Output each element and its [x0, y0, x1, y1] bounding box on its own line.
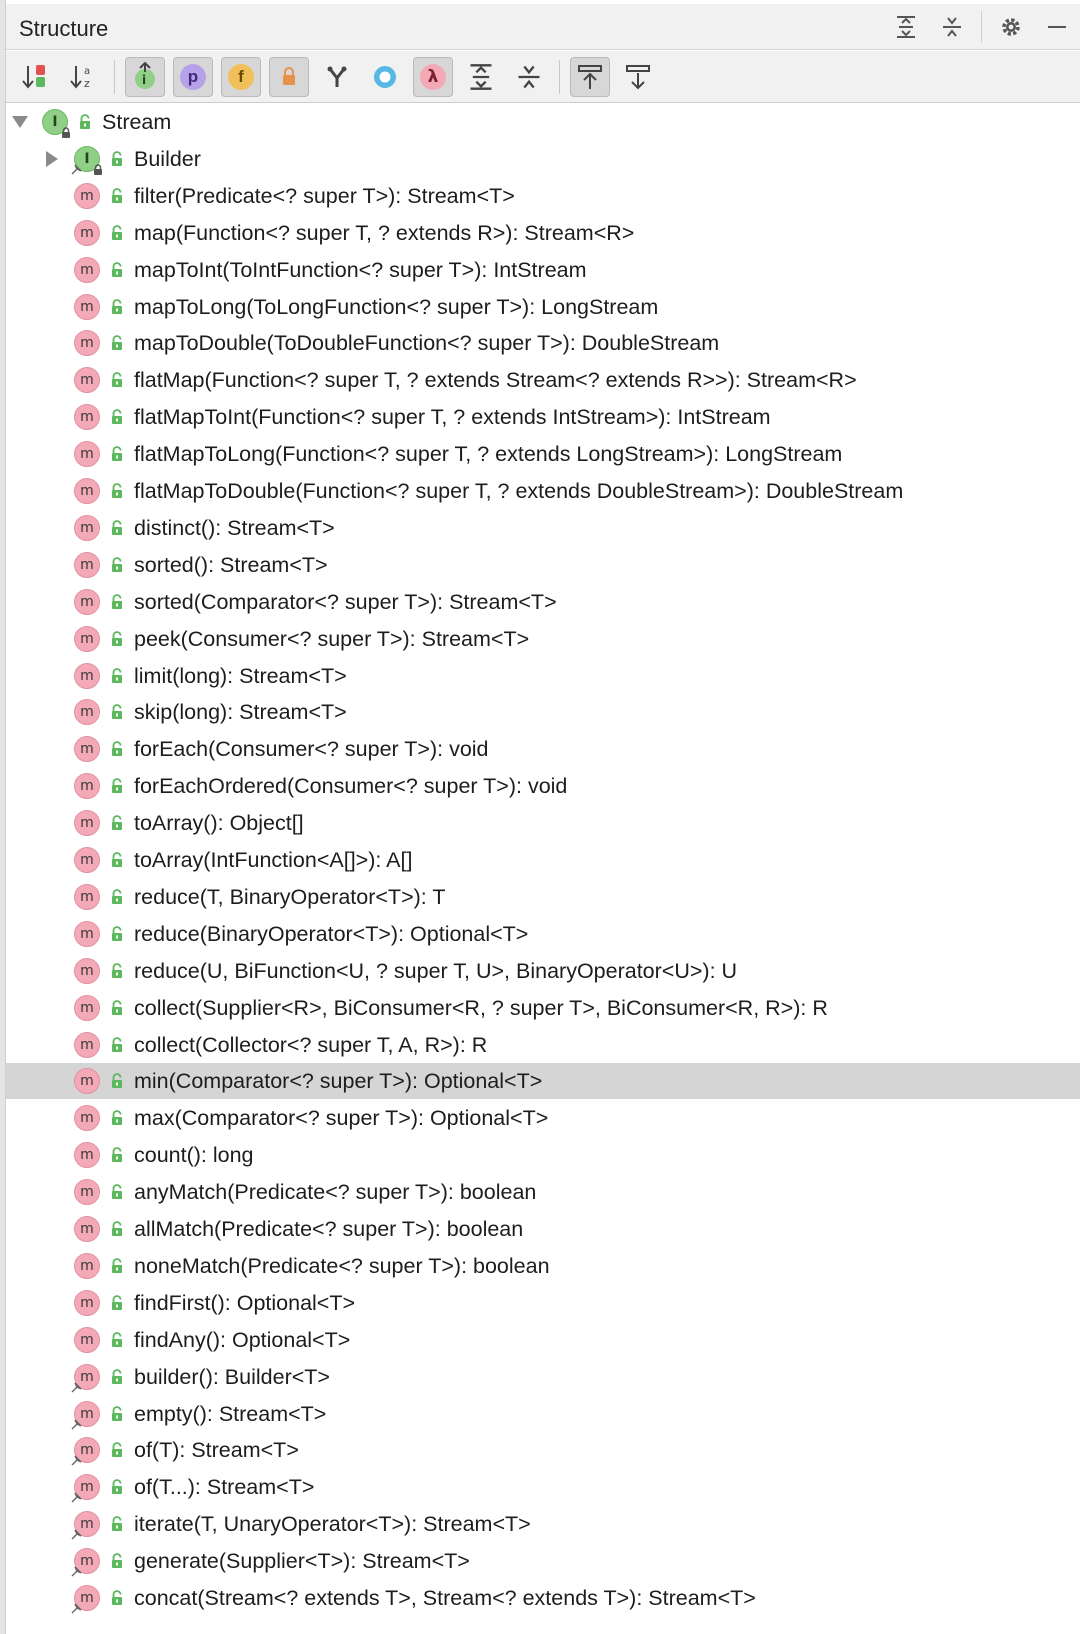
method-icon: m	[74, 810, 100, 836]
structure-toolbar	[6, 51, 1080, 103]
tree-item-method[interactable]	[6, 1469, 1080, 1505]
static-method-icon: m	[74, 1585, 100, 1611]
method-label: toArray(IntFunction<A[]>): A[]	[134, 848, 413, 872]
tree-item-method[interactable]	[6, 805, 1080, 841]
panel-title: Structure	[19, 16, 109, 41]
method-icon: m	[74, 441, 100, 467]
method-icon: m	[74, 1216, 100, 1242]
method-icon: m	[74, 589, 100, 615]
public-lock-icon	[110, 408, 124, 426]
method-label: filter(Predicate<? super T>): Stream<T>	[134, 183, 515, 208]
tree-item-method[interactable]	[6, 399, 1080, 435]
tree-item-method[interactable]	[6, 1506, 1080, 1542]
method-icon: m	[74, 367, 100, 393]
merge-icon	[322, 62, 352, 92]
method-label: toArray(): Object[]	[134, 811, 304, 836]
collapse-all-button[interactable]	[929, 4, 975, 50]
method-label: reduce(T, BinaryOperator<T>): T	[134, 884, 446, 909]
tree-item-method[interactable]	[6, 1211, 1080, 1247]
method-icon: m	[74, 995, 100, 1021]
show-non-public-button[interactable]	[269, 57, 309, 97]
public-lock-icon	[110, 593, 124, 611]
method-icon: m	[74, 1032, 100, 1058]
method-icon: m	[74, 921, 100, 947]
tree-item-method[interactable]	[6, 325, 1080, 361]
tree-item-method[interactable]	[6, 473, 1080, 509]
show-anonymous-button[interactable]	[365, 57, 405, 97]
show-lambdas-icon: λ	[420, 64, 446, 90]
method-icon: m	[74, 183, 100, 209]
autoscroll-to-source-button[interactable]	[570, 57, 610, 97]
svg-text:a: a	[84, 65, 91, 77]
tree-item-method[interactable]	[6, 1580, 1080, 1616]
static-method-icon: m	[74, 1474, 100, 1500]
public-lock-icon	[110, 1036, 124, 1054]
tree-item-method[interactable]	[6, 362, 1080, 398]
sort-by-visibility-icon	[21, 62, 51, 92]
method-icon: m	[74, 626, 100, 652]
method-label: sorted(): Stream<T>	[134, 552, 328, 577]
title-actions	[883, 4, 1080, 50]
method-label: empty(): Stream<T>	[134, 1401, 327, 1426]
tree-item-label: Builder	[134, 146, 201, 171]
show-properties-icon: p	[180, 64, 206, 90]
public-lock-icon	[110, 1109, 124, 1127]
public-lock-icon	[110, 925, 124, 943]
public-lock-icon	[110, 851, 124, 869]
collapse-arrow-icon[interactable]	[12, 116, 28, 128]
method-label: forEach(Consumer<? super T>): void	[134, 737, 489, 762]
method-icon: m	[74, 699, 100, 725]
public-lock-icon	[110, 556, 124, 574]
sort-alphabetically-button[interactable]	[64, 57, 104, 97]
method-icon: m	[74, 884, 100, 910]
method-label: collect(Supplier<R>, BiConsumer<R, ? super T>, BiConsumer<R, R>): R	[134, 995, 828, 1020]
interface-icon: I	[74, 146, 100, 172]
tree-item-method[interactable]	[6, 1396, 1080, 1432]
tree-item-label: Stream	[102, 110, 172, 134]
static-method-icon: m	[74, 1548, 100, 1574]
collapse-all-icon	[515, 63, 543, 91]
method-icon: m	[74, 1105, 100, 1131]
method-icon: m	[74, 847, 100, 873]
tree-item-method[interactable]	[6, 1359, 1080, 1395]
tree-item-method[interactable]	[6, 510, 1080, 546]
tree-item-method[interactable]	[6, 584, 1080, 620]
method-label: mapToLong(ToLongFunction<? super T>): LongStream	[134, 294, 659, 319]
expand-arrow-icon[interactable]	[46, 151, 58, 167]
svg-text:i: i	[142, 72, 147, 87]
group-by-button[interactable]	[317, 57, 357, 97]
method-label: flatMapToLong(Function<? super T, ? extends LongStream>): LongStream	[134, 442, 843, 467]
tree-item-method[interactable]	[6, 621, 1080, 657]
public-lock-icon	[110, 1552, 124, 1570]
method-label: flatMap(Function<? super T, ? extends Stream<? extends R>>): Stream<R>	[134, 368, 857, 393]
public-lock-icon	[110, 1257, 124, 1275]
public-lock-icon	[110, 482, 124, 500]
method-label: generate(Supplier<T>): Stream<T>	[134, 1549, 470, 1574]
method-label: peek(Consumer<? super T>): Stream<T>	[134, 626, 530, 651]
method-label: collect(Collector<? super T, A, R>): R	[134, 1032, 488, 1057]
gear-icon	[999, 15, 1023, 39]
tree-item-method[interactable]	[6, 916, 1080, 952]
toolbar-separator-2	[559, 60, 560, 94]
tree-item-method[interactable]	[6, 1137, 1080, 1173]
show-inherited-icon	[130, 62, 160, 92]
tree-item-method[interactable]	[6, 1432, 1080, 1468]
method-label: of(T): Stream<T>	[134, 1438, 299, 1463]
method-icon: m	[74, 736, 100, 762]
autoscroll-from-source-icon	[624, 63, 652, 91]
show-anonymous-icon	[370, 62, 400, 92]
public-lock-icon	[110, 1294, 124, 1312]
public-lock-icon	[78, 113, 92, 131]
public-lock-icon	[110, 630, 124, 648]
tree-item-method[interactable]	[6, 953, 1080, 989]
tree-item-method[interactable]	[6, 1027, 1080, 1063]
public-lock-icon	[110, 1183, 124, 1201]
tree-item-method[interactable]	[6, 1174, 1080, 1210]
method-icon: m	[74, 1327, 100, 1353]
method-icon: m	[74, 552, 100, 578]
method-label: distinct(): Stream<T>	[134, 515, 335, 540]
method-label: noneMatch(Predicate<? super T>): boolean	[134, 1253, 550, 1278]
public-lock-icon	[110, 261, 124, 279]
hide-panel-button[interactable]	[1034, 4, 1080, 50]
method-label: findAny(): Optional<T>	[134, 1327, 351, 1352]
tree-item-method[interactable]	[6, 694, 1080, 730]
method-icon: m	[74, 404, 100, 430]
method-label: allMatch(Predicate<? super T>): boolean	[134, 1217, 524, 1241]
method-label: of(T...): Stream<T>	[134, 1475, 315, 1500]
method-label: flatMapToDouble(Function<? super T, ? extends DoubleStream>): DoubleStream	[134, 479, 904, 503]
method-label: mapToInt(ToIntFunction<? super T>): IntStream	[134, 257, 587, 282]
method-icon: m	[74, 515, 100, 541]
public-lock-icon	[110, 1478, 124, 1496]
show-lambdas-button[interactable]	[413, 57, 453, 97]
method-icon: m	[74, 294, 100, 320]
tree-item-method[interactable]	[6, 1543, 1080, 1579]
public-lock-icon	[110, 1441, 124, 1459]
structure-panel	[6, 0, 1080, 1634]
method-label: count(): long	[134, 1143, 254, 1168]
tree-item-method[interactable]	[6, 547, 1080, 583]
sort-alphabetically-icon	[69, 62, 99, 92]
expand-all-icon	[894, 15, 918, 39]
method-label: reduce(BinaryOperator<T>): Optional<T>	[134, 921, 529, 946]
method-label: max(Comparator<? super T>): Optional<T>	[134, 1106, 549, 1131]
public-lock-icon	[110, 703, 124, 721]
toolbar-expand-all-button[interactable]	[461, 57, 501, 97]
static-method-icon: m	[74, 1511, 100, 1537]
show-fields-button[interactable]	[221, 57, 261, 97]
public-lock-icon	[110, 298, 124, 316]
method-icon: m	[74, 1142, 100, 1168]
show-fields-icon: f	[228, 64, 254, 90]
tree-item-method[interactable]	[6, 658, 1080, 694]
tree-item-builder[interactable]	[6, 141, 1080, 177]
method-label: reduce(U, BiFunction<U, ? super T, U>, BinaryOperator<U>): U	[134, 958, 738, 983]
method-label: sorted(Comparator<? super T>): Stream<T>	[134, 589, 557, 614]
public-lock-icon	[110, 888, 124, 906]
tree-item-method[interactable]	[6, 178, 1080, 214]
sort-by-visibility-button[interactable]	[16, 57, 56, 97]
collapse-all-icon	[940, 15, 964, 39]
method-label: map(Function<? super T, ? extends R>): Stream<R>	[134, 220, 635, 245]
public-lock-icon	[110, 1368, 124, 1386]
show-properties-button[interactable]	[173, 57, 213, 97]
public-lock-icon	[110, 445, 124, 463]
method-icon: m	[74, 773, 100, 799]
show-non-public-icon	[274, 62, 304, 92]
public-lock-icon	[110, 519, 124, 537]
method-icon: m	[74, 663, 100, 689]
public-lock-icon	[110, 999, 124, 1017]
static-method-icon: m	[74, 1437, 100, 1463]
method-icon: m	[74, 1068, 100, 1094]
method-icon: m	[74, 1290, 100, 1316]
autoscroll-to-source-icon	[576, 63, 604, 91]
show-inherited-button[interactable]	[125, 57, 165, 97]
method-label: skip(long): Stream<T>	[134, 700, 347, 725]
tree-item-method[interactable]	[6, 215, 1080, 251]
method-label: mapToDouble(ToDoubleFunction<? super T>): DoubleStream	[134, 331, 720, 356]
public-lock-icon	[110, 1146, 124, 1164]
method-icon: m	[74, 1179, 100, 1205]
public-lock-icon	[110, 1220, 124, 1238]
toolbar-collapse-all-button[interactable]	[509, 57, 549, 97]
method-label: flatMapToInt(Function<? super T, ? extends IntStream>): IntStream	[134, 405, 771, 430]
expand-all-icon	[467, 63, 495, 91]
method-label: anyMatch(Predicate<? super T>): boolean	[134, 1180, 537, 1205]
static-method-icon: m	[74, 1401, 100, 1427]
tree-root-stream[interactable]	[6, 104, 1080, 140]
toolbar-separator	[114, 60, 115, 94]
public-lock-icon	[110, 1405, 124, 1423]
tree-item-method[interactable]	[6, 436, 1080, 472]
settings-button[interactable]	[988, 4, 1034, 50]
method-label: limit(long): Stream<T>	[134, 663, 347, 688]
method-label: builder(): Builder<T>	[134, 1364, 330, 1389]
static-method-icon: m	[74, 1364, 100, 1390]
tree-item-method[interactable]	[6, 289, 1080, 325]
method-icon: m	[74, 958, 100, 984]
public-lock-icon	[110, 740, 124, 758]
tree-item-method[interactable]	[6, 1248, 1080, 1284]
public-lock-icon	[110, 224, 124, 242]
public-lock-icon	[110, 962, 124, 980]
public-lock-icon	[110, 667, 124, 685]
public-lock-icon	[110, 814, 124, 832]
method-label: findFirst(): Optional<T>	[134, 1290, 356, 1315]
public-lock-icon	[110, 334, 124, 352]
method-label: forEachOrdered(Consumer<? super T>): void	[134, 774, 568, 799]
tree-item-method[interactable]	[6, 768, 1080, 804]
public-lock-icon	[110, 371, 124, 389]
expand-all-button[interactable]	[883, 4, 929, 50]
public-lock-icon	[110, 1515, 124, 1533]
tree-item-method[interactable]	[6, 731, 1080, 767]
method-icon: m	[74, 478, 100, 504]
public-lock-icon	[110, 1589, 124, 1607]
public-lock-icon	[110, 1331, 124, 1349]
minimize-icon	[1045, 15, 1069, 39]
tree-item-method[interactable]	[6, 1322, 1080, 1358]
tree-item-method[interactable]	[6, 1100, 1080, 1136]
public-lock-icon	[110, 777, 124, 795]
method-icon: m	[74, 257, 100, 283]
tree-item-method[interactable]	[6, 879, 1080, 915]
interface-icon: I	[42, 109, 68, 135]
tree-item-method[interactable]	[6, 1063, 1080, 1099]
method-icon: m	[74, 220, 100, 246]
title-separator	[981, 11, 982, 43]
public-lock-icon	[110, 1072, 124, 1090]
method-label: iterate(T, UnaryOperator<T>): Stream<T>	[134, 1512, 531, 1537]
tree-item-method[interactable]	[6, 1285, 1080, 1321]
public-lock-icon	[110, 150, 124, 168]
tree-item-method[interactable]	[6, 990, 1080, 1026]
public-lock-icon	[110, 187, 124, 205]
tree-item-method[interactable]	[6, 842, 1080, 878]
method-icon: m	[74, 1253, 100, 1279]
tree-item-method[interactable]	[6, 252, 1080, 288]
method-icon: m	[74, 330, 100, 356]
panel-titlebar	[6, 4, 1080, 50]
svg-text:z: z	[84, 76, 90, 90]
method-label: min(Comparator<? super T>): Optional<T>	[134, 1069, 543, 1094]
autoscroll-from-source-button[interactable]	[618, 57, 658, 97]
method-label: concat(Stream<? extends T>, Stream<? extends T>): Stream<T>	[134, 1586, 756, 1610]
